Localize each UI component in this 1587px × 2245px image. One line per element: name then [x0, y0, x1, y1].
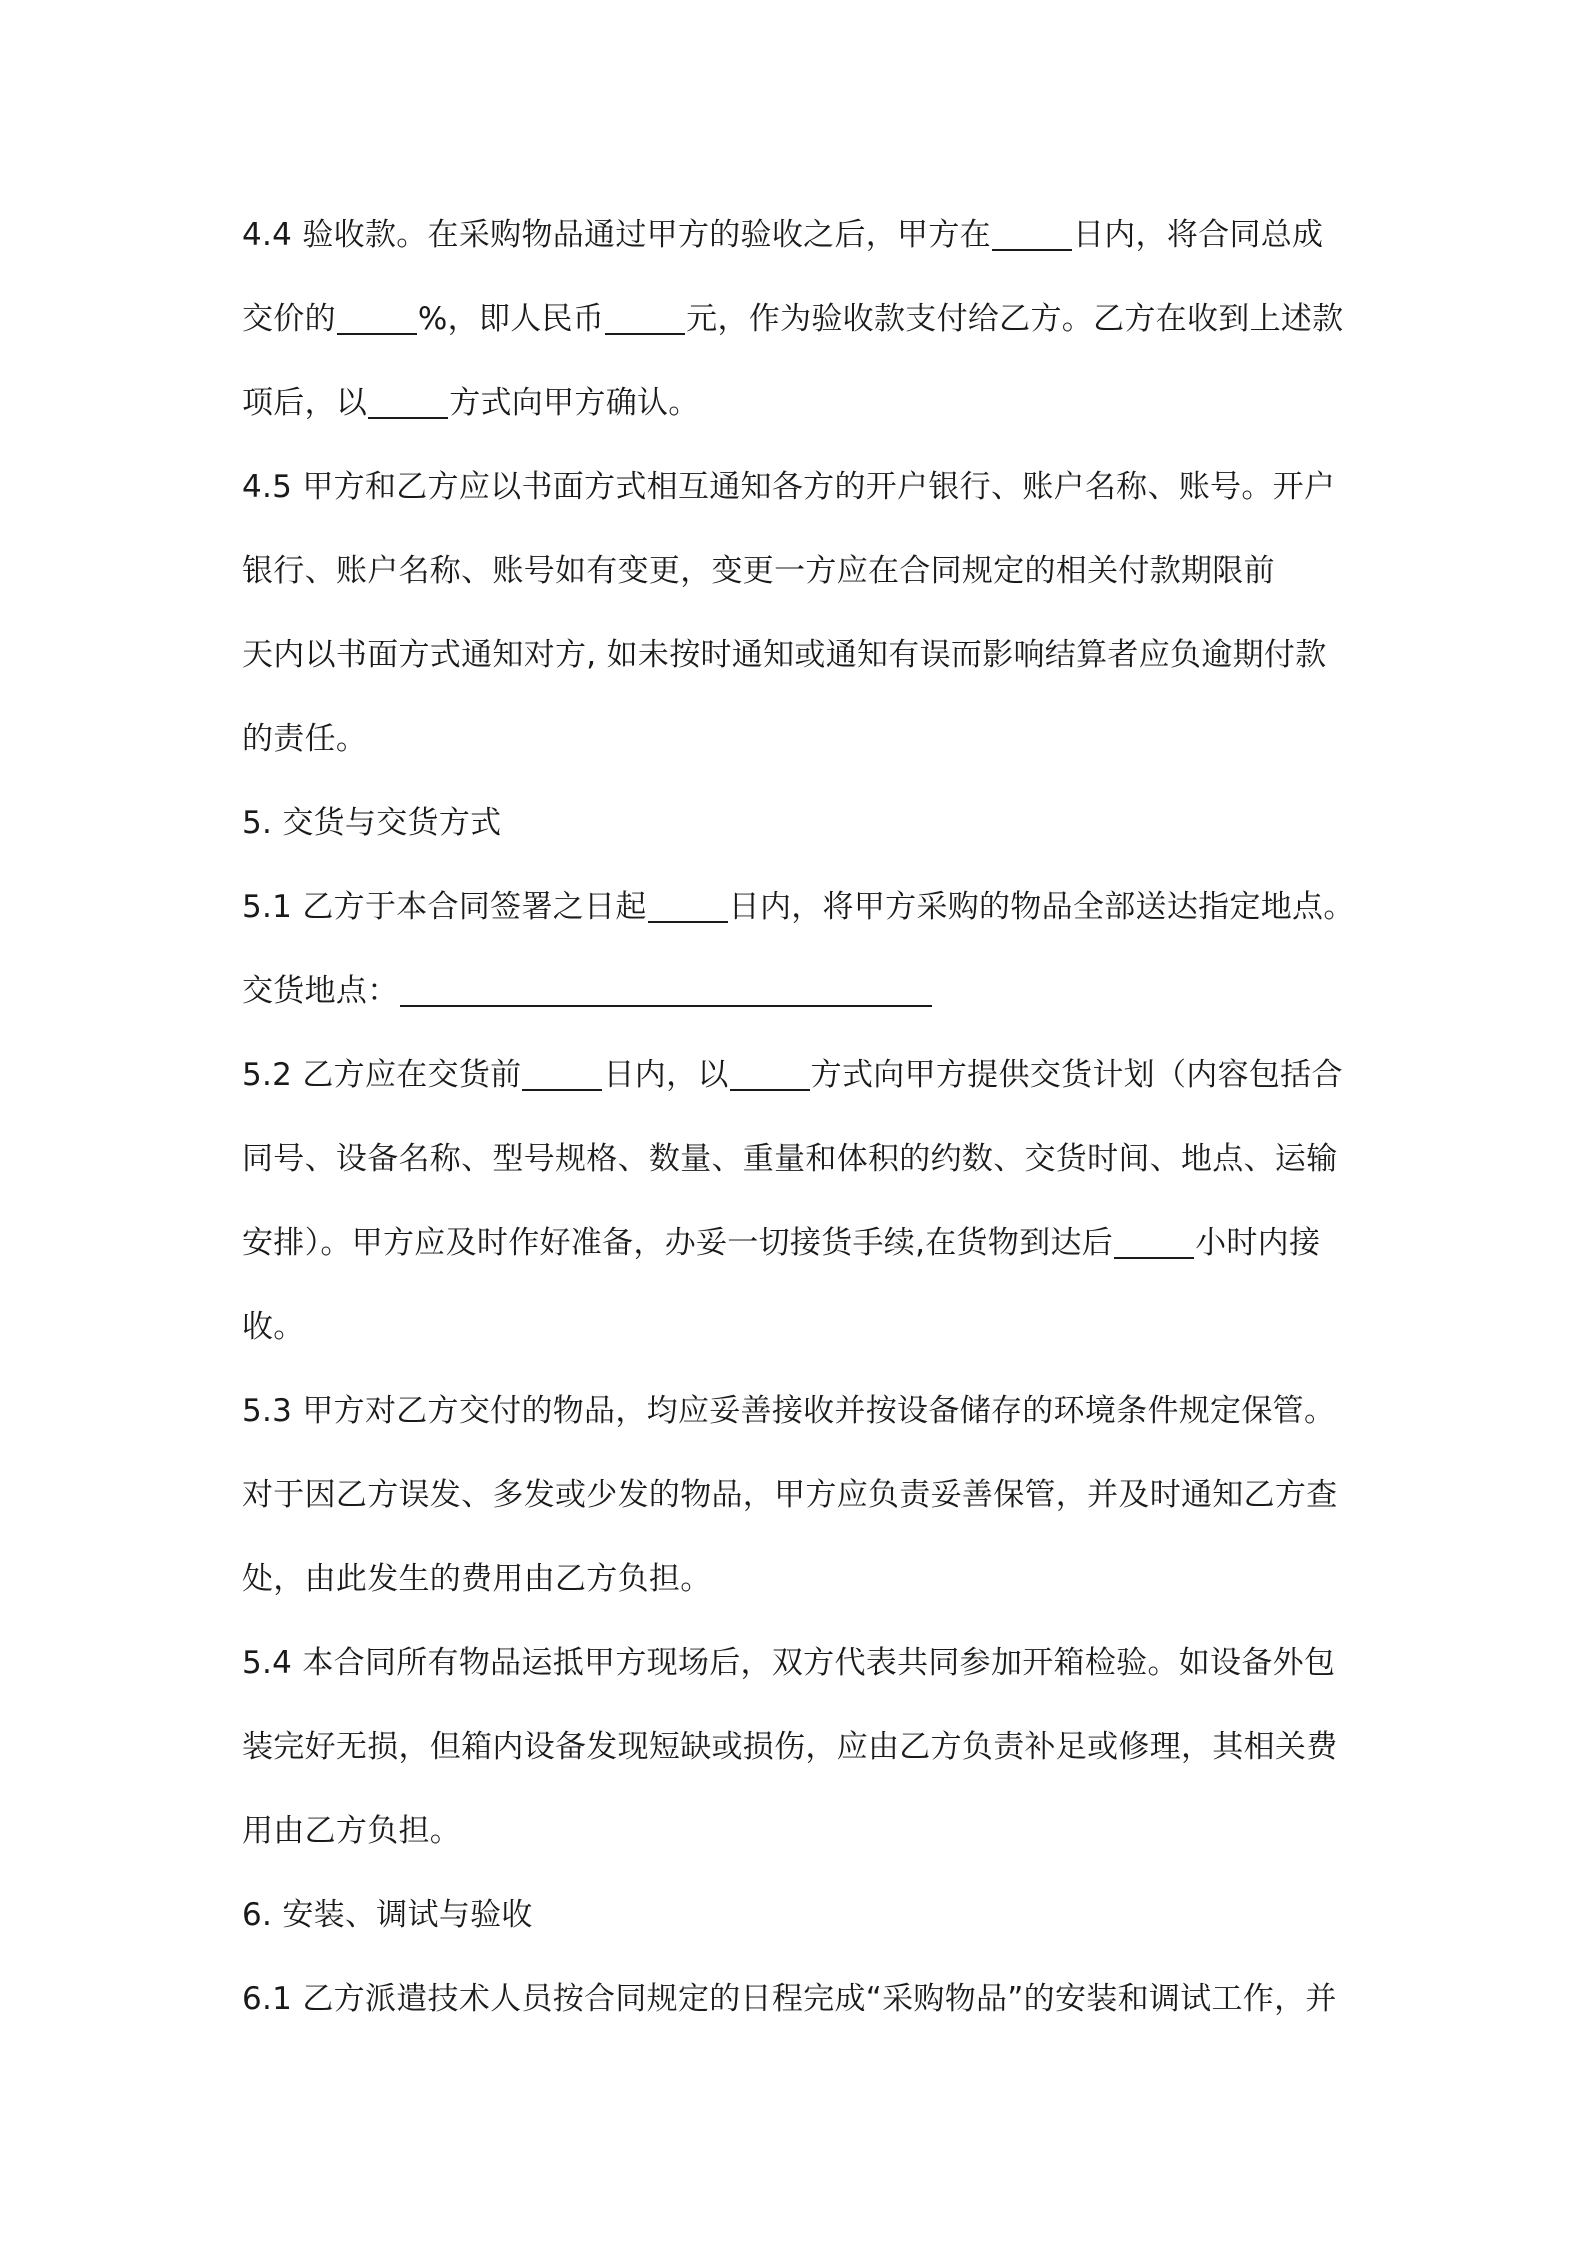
text-line-15 — [242, 1381, 1357, 1465]
section-heading — [242, 1885, 1357, 1969]
text-segment: 5. 交货与交货方式 — [242, 805, 502, 841]
text-segment: 6.1 乙方派遣技术人员按合同规定的日程完成“采购物品”的安装和调试工作，并 — [242, 1981, 1337, 2017]
text-line-14 — [242, 1297, 1357, 1381]
text-segment: 5.3 甲方对乙方交付的物品，均应妥善接收并按设备储存的环境条件规定保管。 — [242, 1393, 1336, 1429]
text-segment: 收。 — [242, 1309, 305, 1345]
text-line-16 — [242, 1465, 1357, 1549]
text-segment: 方式向甲方提供交货计划（内容包括合 — [810, 1057, 1343, 1093]
text-segment: 日内，将合同总成 — [1072, 217, 1324, 253]
text-line-19 — [242, 1717, 1357, 1801]
text-segment: 对于因乙方误发、多发或少发的物品，甲方应负责妥善保管，并及时通知乙方查 — [242, 1477, 1338, 1513]
text-line-1 — [242, 205, 1357, 289]
text-segment: 用由乙方负担。 — [242, 1813, 462, 1849]
text-segment: %，即人民币 — [417, 301, 605, 337]
text-segment: 方式向甲方确认。 — [449, 385, 700, 421]
text-line-13 — [242, 1213, 1357, 1297]
text-segment: 小时内接 — [1195, 1225, 1321, 1261]
fill-in-blank — [337, 293, 417, 335]
text-segment: 日内，将甲方采购的物品全部送达指定地点。 — [728, 889, 1355, 925]
text-segment: 项后，以 — [242, 385, 368, 421]
text-line-12 — [242, 1129, 1357, 1213]
text-segment: 交价的 — [242, 301, 336, 337]
fill-in-blank-long — [400, 965, 932, 1007]
text-segment: 5.4 本合同所有物品运抵甲方现场后，双方代表共同参加开箱检验。如设备外包 — [242, 1645, 1336, 1681]
section-heading — [242, 793, 1357, 877]
text-segment: 5.1 乙方于本合同签署之日起 — [242, 889, 647, 925]
text-segment: 安排）。甲方应及时作好准备，办妥一切接货手续,在货物到达后 — [242, 1225, 1114, 1261]
text-segment: 4.5 甲方和乙方应以书面方式相互通知各方的开户银行、账户名称、账号。开户 — [242, 469, 1336, 505]
text-segment: 银行、账户名称、账号如有变更，变更一方应在合同规定的相关付款期限前 — [242, 553, 1275, 589]
text-segment: 5.2 乙方应在交货前 — [242, 1057, 522, 1093]
text-segment: 装完好无损，但箱内设备发现短缺或损伤，应由乙方负责补足或修理，其相关费 — [242, 1729, 1338, 1765]
text-segment: 元，作为验收款支付给乙方。乙方在收到上述款 — [686, 301, 1344, 337]
fill-in-blank — [1114, 1217, 1194, 1259]
fill-in-blank — [368, 377, 448, 419]
text-segment: 的责任。 — [242, 721, 368, 757]
text-line-2 — [242, 289, 1357, 373]
text-line-18 — [242, 1633, 1357, 1717]
text-segment: 交货地点： — [242, 973, 399, 1009]
text-segment: 日内，以 — [603, 1057, 729, 1093]
text-segment: 天内以书面方式通知对方, 如未按时通知或通知有误而影响结算者应负逾期付款 — [242, 637, 1327, 673]
text-line-4 — [242, 457, 1357, 541]
text-line-3 — [242, 373, 1357, 457]
text-line-11 — [242, 1045, 1357, 1129]
text-line-20 — [242, 1801, 1357, 1885]
text-line-6 — [242, 625, 1357, 709]
text-segment: 6. 安装、调试与验收 — [242, 1897, 533, 1933]
text-line-5 — [242, 541, 1357, 625]
fill-in-blank — [605, 293, 685, 335]
fill-in-blank — [522, 1049, 602, 1091]
text-line-7 — [242, 709, 1357, 793]
text-segment: 同号、设备名称、型号规格、数量、重量和体积的约数、交货时间、地点、运输 — [242, 1141, 1338, 1177]
fill-in-blank — [730, 1049, 810, 1091]
contract-page — [242, 205, 1357, 2053]
text-line-9 — [242, 877, 1357, 961]
fill-in-blank — [992, 209, 1072, 251]
text-line-17 — [242, 1549, 1357, 1633]
text-line-10 — [242, 961, 1357, 1045]
text-segment: 处，由此发生的费用由乙方负担。 — [242, 1561, 712, 1597]
text-line-22 — [242, 1969, 1357, 2053]
fill-in-blank — [648, 881, 728, 923]
text-segment: 4.4 验收款。在采购物品通过甲方的验收之后，甲方在 — [242, 217, 991, 253]
